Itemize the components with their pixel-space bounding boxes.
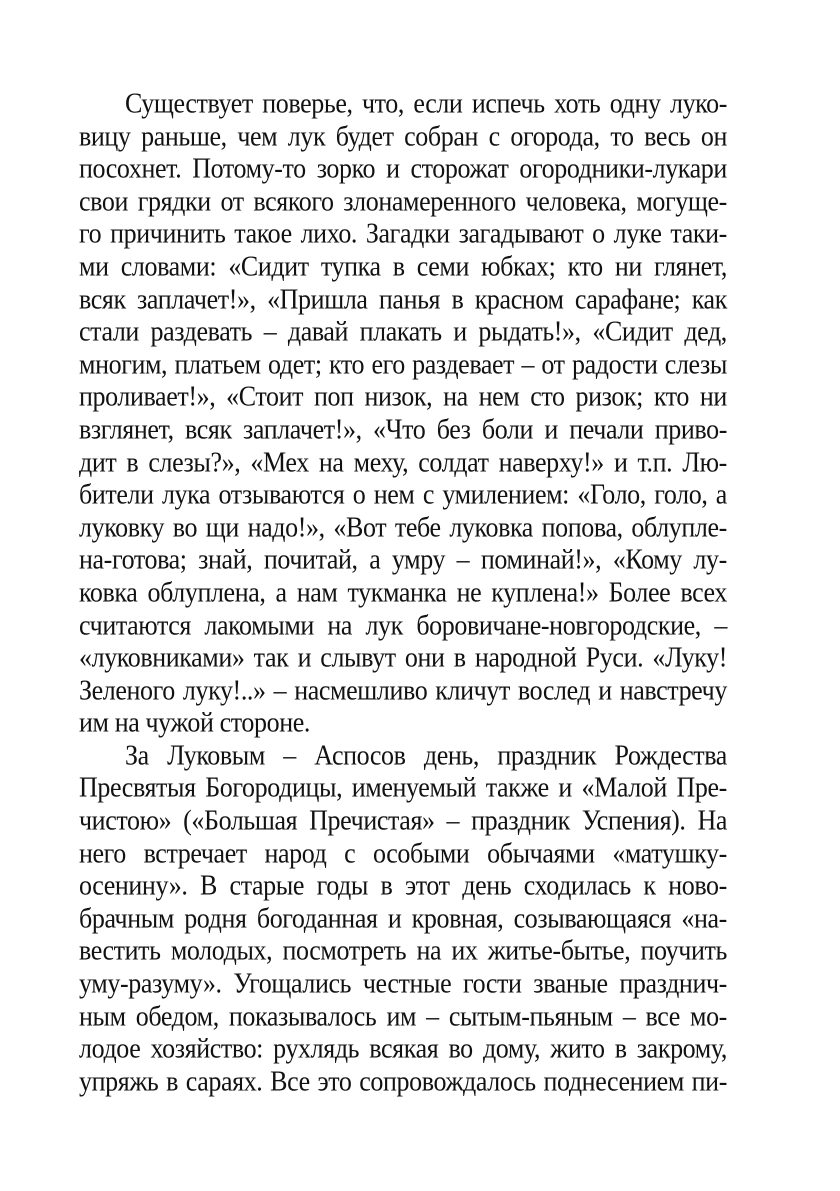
word: огородники-лукари [519, 152, 727, 185]
word: в [453, 641, 466, 674]
word: свои [79, 185, 128, 218]
word: а [715, 478, 727, 511]
word: тукманка [347, 576, 447, 609]
word: дому, [482, 1032, 541, 1065]
word: слезы [664, 348, 727, 380]
word: собран [404, 120, 479, 152]
word: В [200, 869, 217, 902]
word: именуемый [351, 772, 477, 804]
word: мо- [690, 1000, 727, 1032]
text-line [79, 217, 727, 253]
word: если [413, 87, 463, 120]
word: низок, [364, 380, 433, 413]
word: знай, [198, 543, 253, 576]
text-line [79, 184, 727, 220]
word: слывут [320, 641, 396, 674]
text-line [79, 836, 727, 872]
text-line [79, 901, 727, 937]
word: кровная, [411, 902, 504, 935]
word: ни [614, 250, 642, 283]
word: «на- [681, 902, 727, 935]
word: «Голо, [577, 478, 646, 511]
word: «Луку! [652, 641, 727, 674]
text-line [79, 869, 727, 905]
word: на [443, 380, 468, 413]
word: насмешливо [294, 674, 428, 706]
word: брачным [79, 902, 174, 935]
word: будет [335, 120, 394, 152]
word: как [691, 283, 727, 315]
word: во [172, 511, 198, 543]
word: огорода, [510, 120, 600, 152]
text-line [79, 1032, 727, 1068]
word: сто [530, 380, 565, 413]
word: и [297, 641, 312, 674]
word: поминай!», [480, 543, 602, 576]
word: и [544, 413, 558, 446]
word: ным [79, 1000, 126, 1032]
word: загадывают [458, 217, 584, 250]
text-line [79, 771, 727, 807]
word: Лю- [682, 446, 727, 478]
word: честные [362, 967, 452, 1000]
word: на [416, 935, 442, 967]
text-line [79, 543, 727, 579]
text-line [79, 478, 727, 514]
word: поднесением [543, 1065, 684, 1098]
word: встречает [143, 837, 247, 869]
word: одну [609, 87, 661, 120]
word: о [352, 478, 366, 511]
word: – [283, 739, 296, 772]
text-line [79, 347, 727, 383]
word: ми [79, 250, 109, 283]
word: всякая [369, 1032, 439, 1065]
word: За [125, 739, 149, 772]
word: бители [79, 478, 154, 511]
word: о [592, 217, 605, 250]
word: испечь [471, 87, 545, 120]
word: Пре- [676, 772, 727, 804]
word: умилением: [442, 478, 569, 511]
word: чем [237, 120, 278, 152]
word: заплачет!», [243, 413, 362, 446]
word: луковку [79, 511, 165, 543]
word: весь [644, 120, 691, 152]
word: без [436, 413, 471, 446]
word: боли [481, 413, 534, 446]
word: боровичане-новгородские, [416, 609, 701, 641]
text-line [79, 87, 727, 123]
word: – [456, 543, 470, 576]
word: так [253, 641, 289, 674]
word: а [275, 576, 287, 609]
text-line [79, 250, 727, 286]
word: кто [653, 380, 689, 413]
word: зорко [316, 152, 376, 185]
word: причинить [110, 217, 226, 250]
word: взглянет, [79, 413, 174, 446]
word: тупка [320, 250, 381, 283]
word: луковка [449, 511, 533, 543]
word: навстречу [619, 674, 727, 706]
word: все [645, 1000, 680, 1032]
word: лу- [693, 543, 727, 576]
text-line [79, 608, 727, 644]
word: злонамеренного [343, 185, 516, 218]
word: это [317, 1065, 352, 1098]
word: народной [474, 641, 577, 674]
word: глянет, [654, 250, 727, 283]
word: Потому-то [192, 152, 306, 185]
word: кличут [435, 674, 510, 706]
word: «Сидит [228, 250, 309, 283]
word: лука [161, 478, 211, 511]
word: радости [571, 348, 658, 380]
word: юбках; [481, 250, 556, 283]
word: луку!..» [182, 674, 266, 706]
word: надо!», [247, 511, 325, 543]
word: Аспосов [314, 739, 406, 772]
word: что, [361, 87, 405, 120]
word: и [453, 315, 467, 348]
text-line [79, 119, 727, 155]
text-line: им на чужой стороне. [79, 706, 310, 739]
word: рухлядь [273, 1032, 360, 1065]
word: отзываются [218, 478, 345, 511]
word: раньше, [141, 120, 227, 152]
word: с [344, 837, 356, 869]
word: богоданная [256, 902, 378, 935]
word: нам [296, 576, 338, 609]
word: красном [474, 283, 564, 315]
word: «Что [373, 413, 426, 446]
word: от [220, 185, 244, 218]
text-line [79, 282, 727, 318]
word: сытым-пьяным [448, 1000, 613, 1032]
word: ризок; [575, 380, 644, 413]
word: лук [365, 609, 403, 641]
word: в [614, 1032, 627, 1065]
word: Пресвятыя [79, 772, 196, 804]
word: «Мех [250, 446, 309, 478]
word: словами: [120, 250, 217, 283]
text-line [79, 673, 727, 709]
word: щи [205, 511, 239, 543]
word: званые [533, 967, 608, 1000]
word: Более [608, 576, 671, 609]
word: «Вот [333, 511, 387, 543]
word: празднич- [619, 967, 727, 1000]
word: вицу [79, 120, 131, 152]
word: вослед [517, 674, 591, 706]
word: – [263, 315, 277, 348]
word: жито [550, 1032, 605, 1065]
word: лихо. [300, 217, 358, 250]
word: него [79, 837, 126, 869]
word: – [622, 1000, 636, 1032]
word: луке [613, 217, 662, 250]
word: также [485, 772, 549, 804]
word: стали [79, 315, 139, 348]
word: тебе [394, 511, 441, 543]
word: в [166, 1065, 178, 1098]
word: «Кому [612, 543, 682, 576]
word: «луковниками» [79, 641, 245, 674]
word: солдат [418, 446, 489, 478]
word: показывалось [228, 1000, 377, 1032]
word: в [380, 869, 393, 902]
text-line [79, 738, 727, 774]
word: Богородицы, [205, 772, 343, 804]
word: голо, [654, 478, 708, 511]
word: Угощались [233, 967, 352, 1000]
word: созывающаяся [513, 902, 672, 935]
page-text-block [79, 88, 727, 1098]
word: всяк [79, 283, 126, 315]
word: упряжь [79, 1065, 159, 1098]
word: меху, [353, 446, 409, 478]
word: сопровождалось [359, 1065, 536, 1098]
text-line [79, 412, 727, 448]
word: с [488, 120, 500, 152]
word: дед, [684, 315, 727, 348]
text-line [79, 510, 727, 546]
word: его [371, 348, 405, 380]
word: «Стоит [226, 380, 304, 413]
word: поп [313, 380, 354, 413]
word: считаются [79, 609, 191, 641]
word: в [126, 446, 139, 478]
word: нем [478, 380, 520, 413]
text-line [79, 445, 727, 481]
word: сарафане; [574, 283, 681, 315]
word: раздевать [150, 315, 253, 348]
word: – [521, 348, 535, 380]
text-line [79, 999, 727, 1035]
word: одет; [268, 348, 322, 380]
word: сходилась [523, 869, 631, 902]
text-line [79, 152, 727, 188]
word: Существует [125, 87, 253, 120]
text-line [79, 1064, 727, 1100]
word: праздник [497, 739, 597, 772]
word: многим, [79, 348, 168, 380]
word: не [456, 576, 482, 609]
word: нем [373, 478, 415, 511]
word: хоть [554, 87, 601, 120]
word: – [446, 804, 460, 837]
text-line [79, 804, 727, 840]
word: они [404, 641, 445, 674]
word: и [598, 674, 612, 706]
word: их [451, 935, 478, 967]
word: и [386, 152, 400, 185]
word: и [613, 446, 628, 478]
text-line [79, 575, 727, 611]
word: молодых, [170, 935, 273, 967]
word: «Малой [581, 772, 667, 804]
word: с [422, 478, 434, 511]
word: Пречистая» [309, 804, 435, 837]
word: он [700, 120, 727, 152]
word: приво- [654, 413, 727, 446]
word: и [558, 772, 572, 804]
word: лук [287, 120, 326, 152]
word: лодое [79, 1032, 141, 1065]
text-line [79, 967, 727, 1003]
word: печали [569, 413, 644, 446]
word: на-готова; [79, 543, 187, 576]
word: гости [463, 967, 522, 1000]
word: панья [378, 283, 441, 315]
word: кто [567, 250, 603, 283]
word: – [714, 609, 727, 641]
word: – [426, 1000, 439, 1032]
word: платьем [174, 348, 261, 380]
word: Успения). [581, 804, 686, 837]
word: дит [79, 446, 117, 478]
word: человека, [525, 185, 627, 218]
word: Рождества [614, 739, 727, 772]
word: го [79, 217, 102, 250]
word: Луковым [167, 739, 265, 772]
word: и [387, 902, 402, 935]
word: заплачет!», [137, 283, 256, 315]
text-line [79, 380, 727, 416]
word: посмотреть [282, 935, 407, 967]
word: сараях. [185, 1065, 263, 1098]
word: грядки [137, 185, 211, 218]
word: Все [270, 1065, 310, 1098]
word: житье-бытье, [487, 935, 631, 967]
word: уму-разуму». [79, 967, 222, 1000]
word: во [448, 1032, 473, 1065]
word: ново- [668, 869, 727, 902]
word: – [273, 674, 287, 706]
word: сторожат [410, 152, 509, 185]
text-line [79, 934, 727, 970]
word: всяк [185, 413, 232, 446]
word: попова, [541, 511, 623, 543]
word: ни [699, 380, 727, 413]
word: «Пришла [267, 283, 368, 315]
word: на [327, 609, 353, 641]
word: обычаями [487, 837, 595, 869]
word: родня [184, 902, 247, 935]
word: всех [680, 576, 727, 609]
word: вестить [79, 935, 161, 967]
word: праздник [471, 804, 570, 837]
word: луко- [669, 87, 727, 120]
word: Загадки [365, 217, 450, 250]
word: день [462, 869, 512, 902]
word: т.п. [637, 446, 673, 478]
word: давай [287, 315, 349, 348]
word: обедом, [135, 1000, 219, 1032]
word: проливает!», [79, 380, 216, 413]
word: хозяйство: [150, 1032, 264, 1065]
word: облупле- [631, 511, 727, 543]
word: осенину». [79, 869, 188, 902]
word: семи [416, 250, 469, 283]
word: посохнет. [79, 152, 182, 185]
word: в [392, 250, 405, 283]
word: куплена!» [491, 576, 599, 609]
word: к [643, 869, 656, 902]
word: день, [423, 739, 479, 772]
word: в [451, 283, 464, 315]
word: «матушку- [612, 837, 727, 869]
word: («Большая [183, 804, 298, 837]
word: им [386, 1000, 417, 1032]
word: от [541, 348, 565, 380]
word: таки- [670, 217, 727, 250]
word: плакать [359, 315, 442, 348]
word: Зеленого [79, 674, 175, 706]
word: кто [329, 348, 365, 380]
word: то [610, 120, 634, 152]
word: закрому, [636, 1032, 727, 1065]
word: рыдать!», [478, 315, 581, 348]
word: ковка [79, 576, 138, 609]
word: а [369, 543, 381, 576]
word: слезы?», [148, 446, 241, 478]
word: особыми [372, 837, 470, 869]
word: чистою» [79, 804, 172, 837]
word: раздевает [412, 348, 515, 380]
text-line [79, 641, 727, 677]
word: наверху!» [498, 446, 604, 478]
word: пи- [691, 1065, 727, 1098]
word: «Сидит [592, 315, 673, 348]
word: на [318, 446, 344, 478]
word: годы [316, 869, 368, 902]
word: народ [264, 837, 327, 869]
text-line [79, 315, 727, 351]
word: этот [405, 869, 450, 902]
word: лакомыми [204, 609, 314, 641]
word: умру [391, 543, 446, 576]
word: могуще- [636, 185, 727, 218]
word: На [697, 804, 727, 837]
word: такое [234, 217, 292, 250]
word: всякого [253, 185, 334, 218]
word: старые [229, 869, 304, 902]
word: поверье, [262, 87, 353, 120]
word: Руси. [585, 641, 644, 674]
word: облуплена, [147, 576, 266, 609]
word: почитай, [263, 543, 358, 576]
word: поучить [640, 935, 727, 967]
